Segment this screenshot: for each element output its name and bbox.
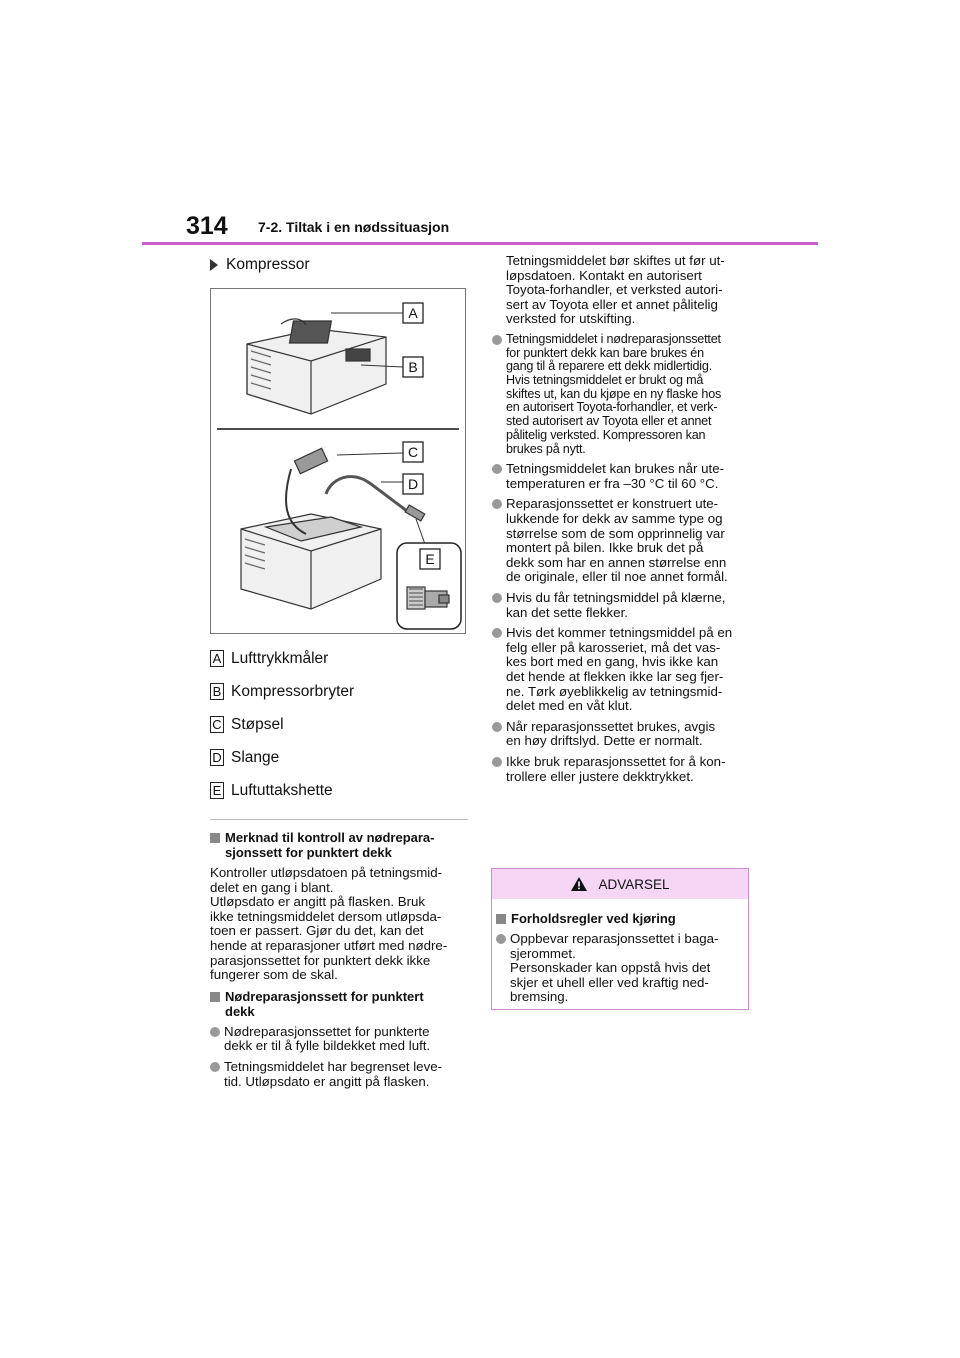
legend-label: Luftuttakshette — [231, 781, 333, 799]
warning-header — [492, 869, 748, 899]
bullet-text: Hvis du får tetningsmiddel på klærne, kan det sette flekker. — [506, 590, 726, 620]
legend-item — [210, 642, 468, 675]
callout-b-label: B — [408, 359, 418, 375]
callout-d — [403, 474, 423, 494]
circle-bullet-icon — [492, 464, 502, 474]
square-bullet-icon — [210, 833, 220, 843]
callout-b — [403, 357, 423, 377]
bullet-item — [492, 497, 750, 585]
figure-heading-text: Kompressor — [226, 256, 310, 273]
legend-label: Lufttrykkmåler — [231, 649, 329, 667]
left-column — [210, 254, 468, 1095]
warning-bullet-text: Oppbevar reparasjonssettet i baga- sjerommet. Personskader kan oppstå hvis det skjer et uhell eller ved kraftig ned- bremsing. — [510, 931, 719, 1005]
note-paragraph: Kontroller utløpsdatoen på tetningsmid- delet en gang i blant. Utløpsdato er angitt på flasken. Bruk ikke tetningsmiddelet dersom utløpsda- toen er passert. Gjør du det, kan det hende at reparasjoner utført med nødre- parasjonssettet for punktert dekk ikke fungerer som de skal. — [210, 865, 448, 983]
legend-label: Støpsel — [231, 715, 284, 733]
bullet-item — [492, 626, 750, 714]
warning-title: ADVARSEL — [598, 876, 670, 892]
bullet-item — [210, 1060, 468, 1089]
legend-item — [210, 741, 468, 774]
square-bullet-icon — [496, 914, 506, 924]
circle-bullet-icon — [210, 1062, 220, 1072]
circle-bullet-icon — [492, 628, 502, 638]
circle-bullet-icon — [492, 757, 502, 767]
warning-bullet — [496, 932, 744, 1005]
circle-bullet-icon — [492, 593, 502, 603]
figure-legend — [210, 642, 468, 807]
legend-item — [210, 675, 468, 708]
bullet-item — [492, 333, 750, 456]
section-title: 7-2. Tiltak i en nødssituasjon — [258, 219, 450, 235]
circle-bullet-icon — [496, 934, 506, 944]
callout-a — [403, 303, 423, 323]
legend-item — [210, 774, 468, 807]
circle-bullet-icon — [210, 1027, 220, 1037]
warning-heading — [496, 911, 744, 926]
bullet-text: Tetningsmiddelet har begrenset leve- tid. Utløpsdato er angitt på flasken. — [224, 1058, 443, 1089]
callout-d-label: D — [407, 476, 419, 492]
circle-bullet-icon — [492, 335, 502, 345]
bullet-text: Tetningsmiddelet kan brukes når ute- temperaturen er fra –30 °C til 60 °C. — [506, 461, 725, 491]
legend-item — [210, 708, 468, 741]
bullet-text: Hvis det kommer tetningsmiddel på en felg eller på karosseriet, må det vas- kes bort med en gang, hvis ikke kan det hende at flekken ikke lar seg fjer- ne. Tørk øyeblikkelig av tetningsmid- delet med en våt klut. — [506, 625, 733, 714]
legend-letter: C — [210, 716, 224, 733]
figure-heading — [210, 256, 468, 274]
compressor-top-view — [247, 319, 386, 414]
bullet-item — [210, 1025, 468, 1054]
warning-triangle-icon — [570, 876, 588, 892]
compressor-figure — [210, 288, 466, 634]
warning-heading-text: Forholdsregler ved kjøring — [511, 911, 676, 926]
bullet-item — [492, 591, 750, 620]
legend-letter: A — [210, 650, 224, 667]
header-rule — [142, 242, 818, 245]
intro-paragraph: Tetningsmiddelet bør skiftes ut før ut- løpsdatoen. Kontakt en autorisert Toyota-forhandler, et verksted autori- sert av Toyota eller et annet pålitelig verksted for utskifting. — [506, 253, 725, 327]
divider — [210, 819, 468, 820]
circle-bullet-icon — [492, 499, 502, 509]
legend-label: Kompressorbryter — [231, 682, 355, 700]
legend-label: Slange — [231, 748, 280, 766]
warning-box — [491, 868, 749, 1010]
note-heading-text: Nødreparasjonssett for punktert dekk — [225, 988, 424, 1019]
triangle-bullet-icon — [210, 259, 218, 271]
bullet-text: Ikke bruk reparasjonssettet for å kon- trollere eller justere dekktrykket. — [506, 753, 726, 784]
square-bullet-icon — [210, 992, 220, 1002]
bullet-text: Reparasjonssettet er konstruert ute- lukkende for dekk av samme type og størrelse som de som opprinnelig var montert på bilen. Ikke bruk det på dekk som har en annen størrelse enn de originale, eller til noe annet formål. — [506, 496, 728, 585]
callout-c-label: C — [407, 444, 419, 460]
warning-body — [492, 899, 748, 1005]
bullet-text: Nødreparasjonssettet for punkterte dekk er til å fylle bildekket med luft. — [224, 1023, 431, 1054]
note-heading-text: Merknad til kontroll av nødrepara- sjonssett for punktert dekk — [225, 830, 435, 860]
legend-letter: B — [210, 683, 224, 700]
circle-bullet-icon — [492, 722, 502, 732]
right-column — [492, 254, 750, 790]
legend-letter: D — [210, 749, 224, 766]
callout-e — [420, 549, 440, 569]
note-heading — [210, 830, 468, 860]
note-heading — [210, 989, 468, 1019]
bullet-item — [492, 720, 750, 749]
bullet-text: Tetningsmiddelet i nødreparasjonssettet for punktert dekk kan bare brukes én gang til å reparere ett dekk midlertidig. Hvis tetningsmiddelet er brukt og må skiftes ut, kan du kjøpe en ny flaske hos en autorisert Toyota-forhandler, et verk- sted autorisert av Toyota eller et annet pålitelig verksted. Kompressoren kan brukes på nytt. — [506, 331, 722, 456]
callout-a-label: A — [408, 305, 418, 321]
bullet-item — [492, 755, 750, 784]
page-number: 314 — [186, 212, 228, 240]
bullet-item — [492, 462, 750, 491]
compressor-illustration — [211, 289, 465, 633]
bullet-text: Når reparasjonssettet brukes, avgis en høy driftslyd. Dette er normalt. — [506, 718, 716, 749]
callout-c — [403, 442, 423, 462]
legend-letter: E — [210, 782, 224, 799]
callout-e-label: E — [425, 551, 435, 567]
